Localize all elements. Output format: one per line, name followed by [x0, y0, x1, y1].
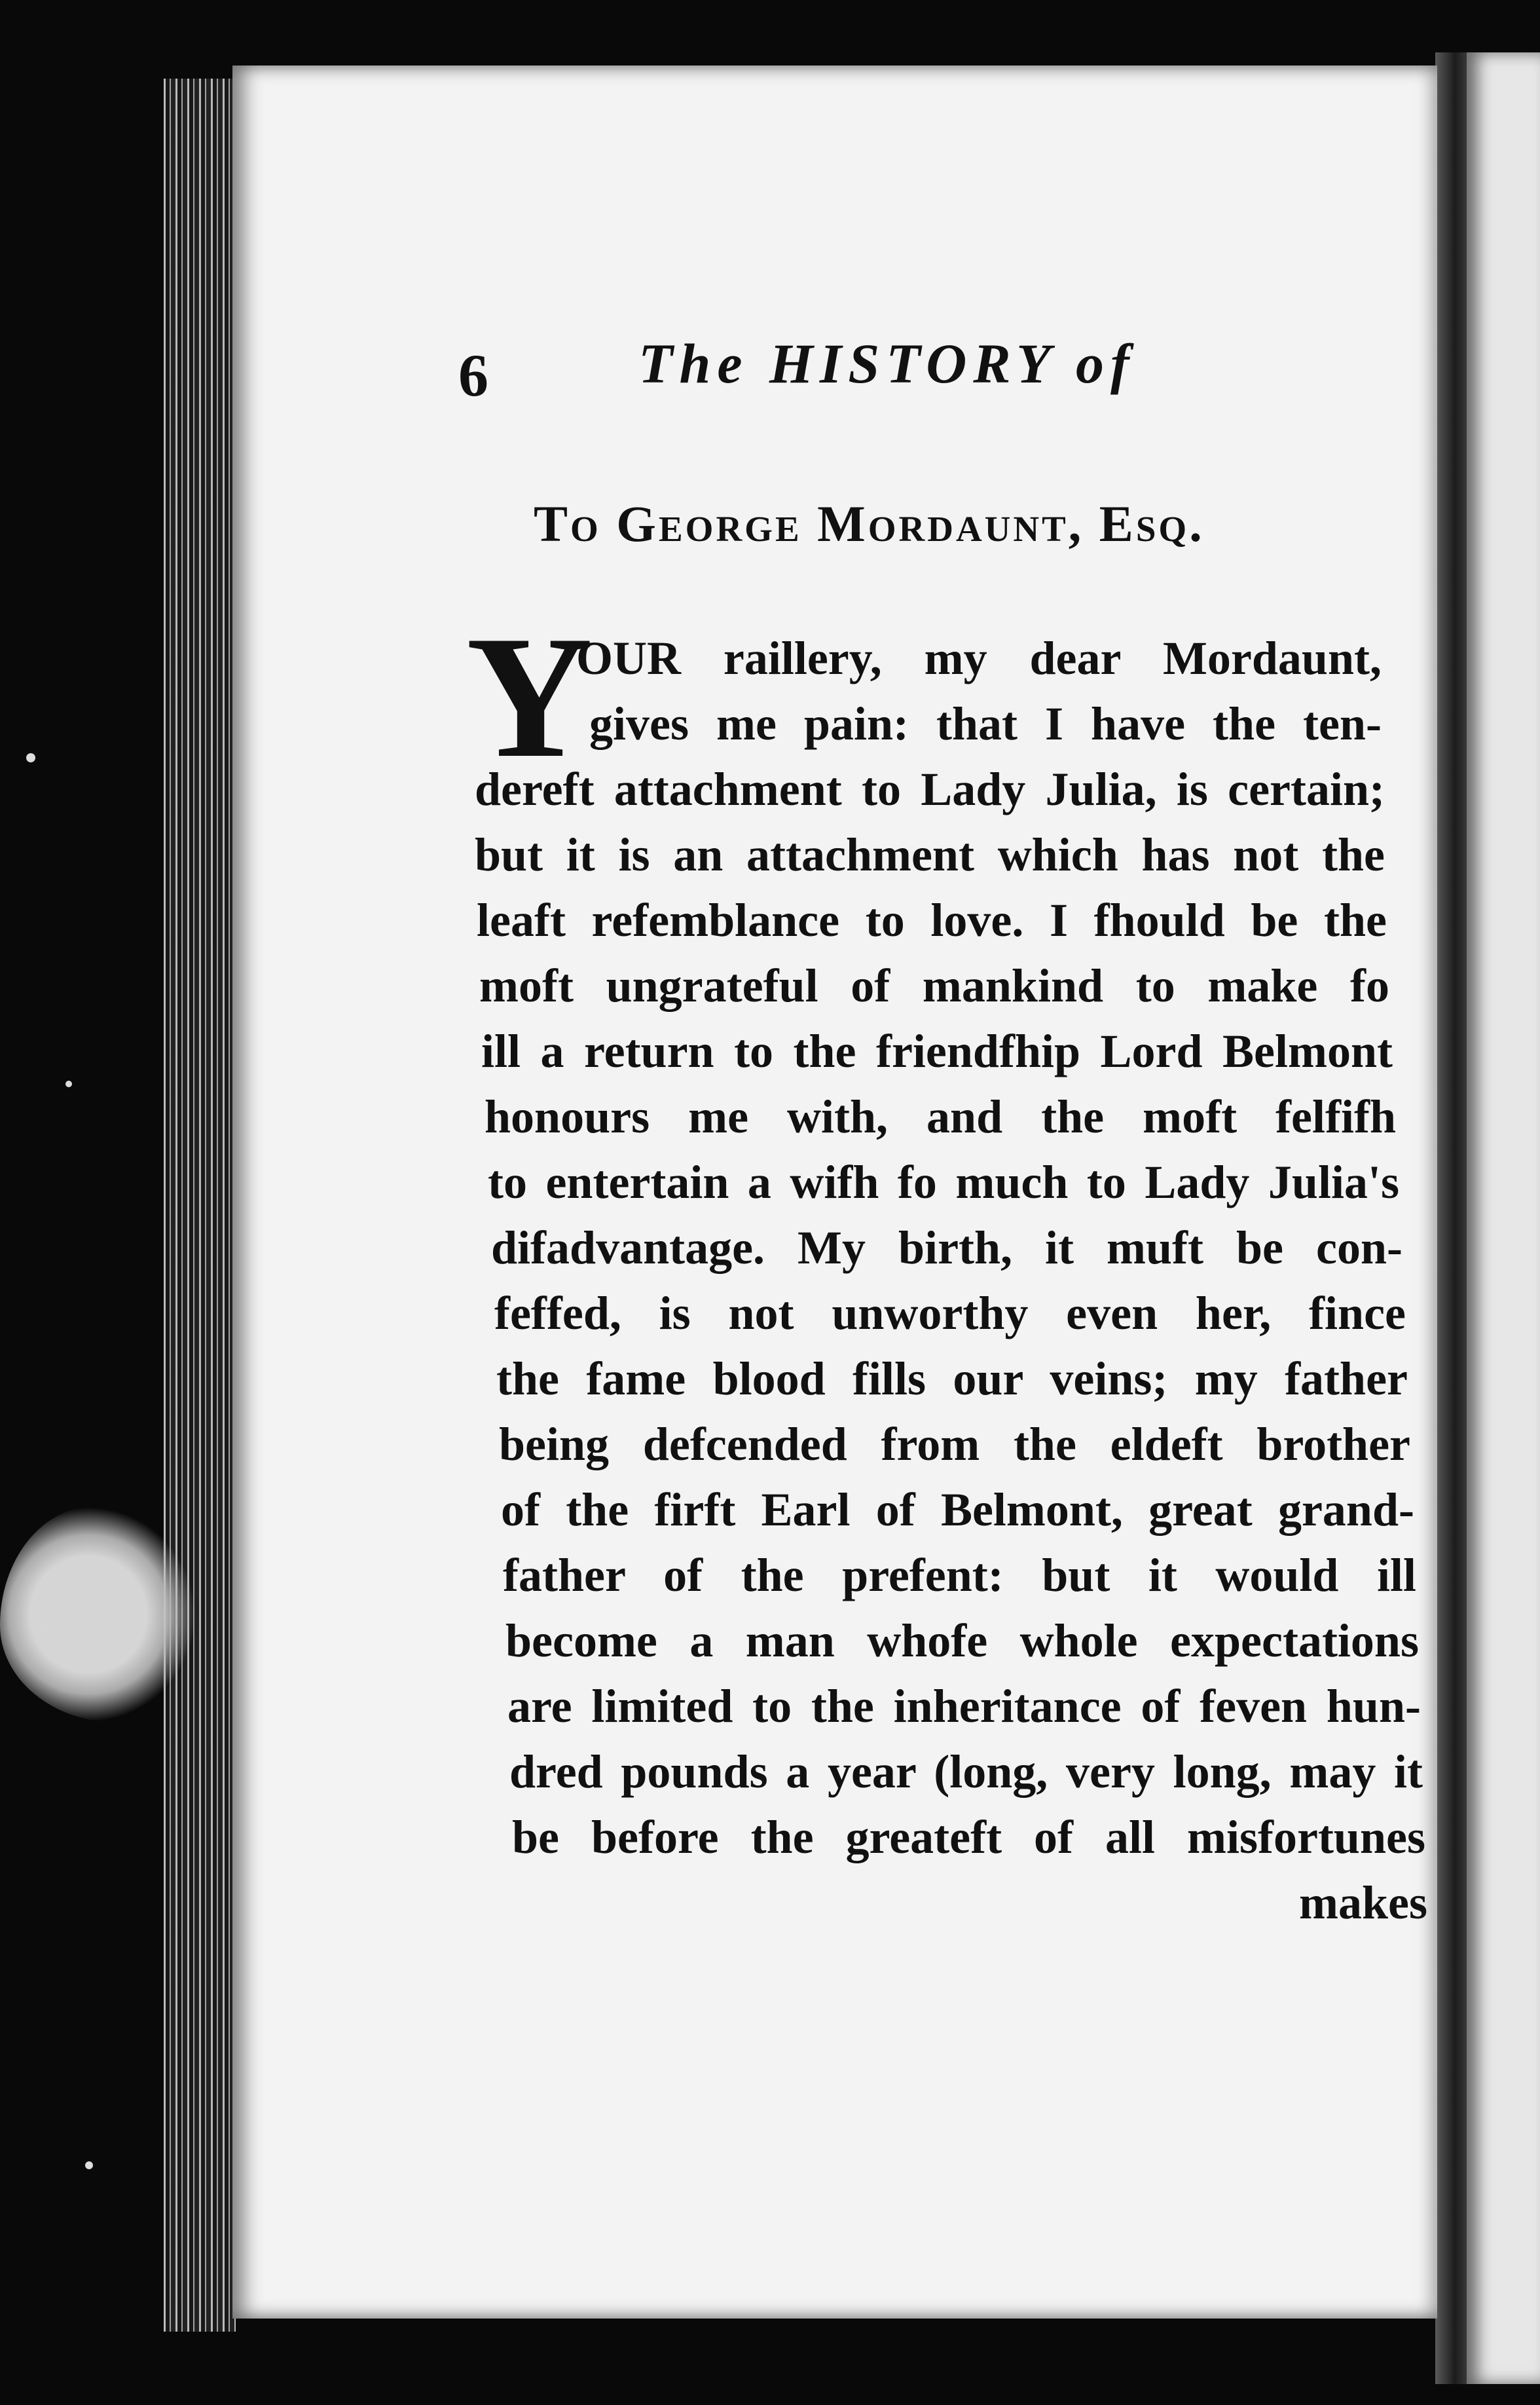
text-line: of the firft Earl of Belmont, great grand-	[501, 1483, 1414, 1536]
text-line: gives me pain: that I have the ten-	[589, 698, 1382, 750]
running-head-title: The HISTORY of	[638, 332, 1136, 395]
book-page-edges	[164, 79, 236, 2332]
text-line: but it is an attachment which has not the	[475, 829, 1385, 881]
text-line: difadvantage. My birth, it muft be con-	[491, 1221, 1402, 1274]
drop-cap: Y	[466, 599, 593, 794]
catchword: makes	[1299, 1876, 1427, 1929]
facing-page-strip	[1467, 52, 1540, 2384]
text-line: become a man whofe whole expectations	[505, 1614, 1419, 1667]
text-line: ill a return to the friendfhip Lord Belmont	[481, 1025, 1393, 1077]
text-line: are limited to the inheritance of feven hun-	[507, 1680, 1421, 1732]
text-line: OUR raillery, my dear Mordaunt,	[576, 632, 1382, 684]
dust-speck	[26, 753, 35, 762]
text-line: moft ungrateful of mankind to make fo	[479, 960, 1389, 1012]
text-line: dred pounds a year (long, very long, may it	[509, 1745, 1423, 1798]
text-line: dereft attachment to Lady Julia, is certain;	[475, 763, 1385, 815]
letter-heading: To George Mordaunt, Esq.	[534, 495, 1205, 552]
foxing-stain	[0, 1506, 196, 1723]
text-line: being defcended from the eldeft brother	[499, 1418, 1410, 1470]
text-line: feffed, is not unworthy even her, fince	[494, 1287, 1406, 1339]
text-line: to entertain a wifh fo much to Lady Julia's	[488, 1156, 1399, 1208]
dust-speck	[65, 1081, 72, 1087]
book-gutter	[1435, 52, 1468, 2384]
text-line: be before the greateft of all misfortunes	[512, 1811, 1425, 1863]
page-number: 6	[458, 342, 488, 409]
text-line: honours me with, and the moft felfifh	[485, 1091, 1396, 1143]
dust-speck	[85, 2161, 93, 2169]
text-line: father of the prefent: but it would ill	[503, 1549, 1416, 1601]
text-line: leaft refemblance to love. I fhould be the	[477, 894, 1387, 946]
text-line: the fame blood fills our veins; my father	[496, 1352, 1408, 1405]
